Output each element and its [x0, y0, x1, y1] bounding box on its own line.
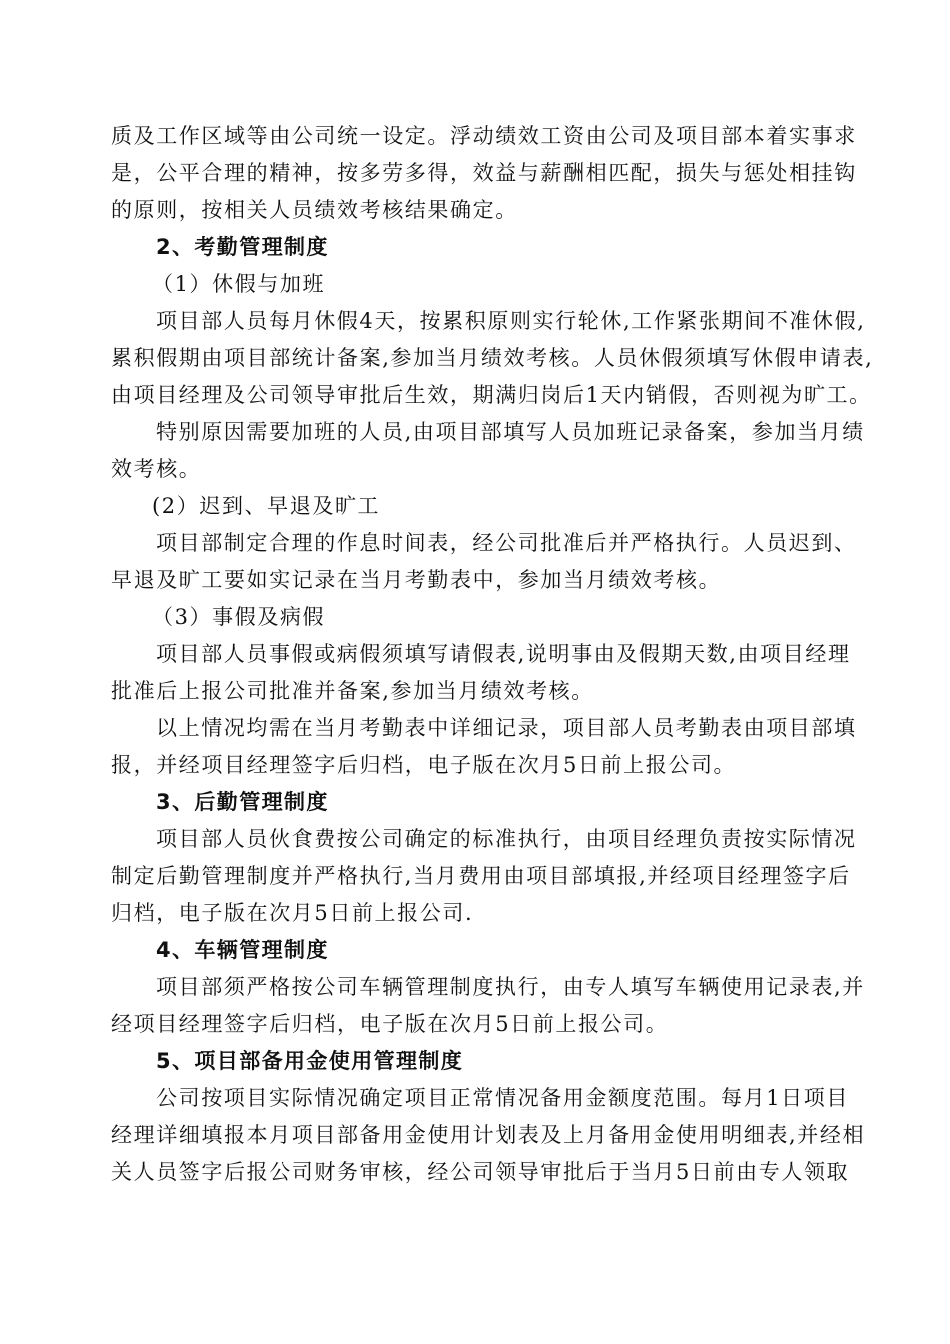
- paragraph-line: 报，并经项目经理签字后归档，电子版在次月5日前上报公司。: [111, 753, 737, 777]
- paragraph-line: 效考核。: [111, 457, 202, 481]
- paragraph-line: 项目部须严格按公司车辆管理制度执行，由专人填写车辆使用记录表,并: [156, 975, 865, 999]
- paragraph-line: 经项目经理签字后归档，电子版在次月5日前上报公司。: [111, 1012, 669, 1036]
- paragraph-line: 质及工作区域等由公司统一设定。浮动绩效工资由公司及项目部本着实事求: [111, 124, 857, 148]
- paragraph-line: 特别原因需要加班的人员,由项目部填写人员加班记录备案，参加当月绩: [156, 420, 865, 444]
- section-heading: 5、项目部备用金使用管理制度: [156, 1049, 464, 1073]
- paragraph-line: 是，公平合理的精神，按多劳多得，效益与薪酬相匹配，损失与惩处相挂钩: [111, 161, 857, 185]
- paragraph-line: 制定后勤管理制度并严格执行,当月费用由项目部填报,并经项目经理签字后: [111, 864, 851, 888]
- paragraph-line: 公司按项目实际情况确定项目正常情况备用金额度范围。每月1日项目: [156, 1086, 849, 1110]
- paragraph-line: 累积假期由项目部统计备案,参加当月绩效考核。人员休假须填写休假申请表,: [111, 346, 874, 370]
- paragraph-line: 项目部人员事假或病假须填写请假表,说明事由及假期天数,由项目经理: [156, 642, 851, 666]
- section-heading: 4、车辆管理制度: [156, 938, 329, 962]
- paragraph-line: 关人员签字后报公司财务审核，经公司领导审批后于当月5日前由专人领取: [111, 1160, 850, 1184]
- paragraph-line: 项目部制定合理的作息时间表，经公司批准后并严格执行。人员迟到、: [156, 531, 857, 555]
- paragraph-line: 由项目经理及公司领导审批后生效，期满归岗后1天内销假，否则视为旷工。: [111, 383, 872, 407]
- paragraph-line: 批准后上报公司批准并备案,参加当月绩效考核。: [111, 679, 594, 703]
- paragraph-line: 早退及旷工要如实记录在当月考勤表中，参加当月绩效考核。: [111, 568, 722, 592]
- paragraph-line: 的原则，按相关人员绩效考核结果确定。: [111, 198, 518, 222]
- subsection-heading: （1）休假与加班: [152, 272, 326, 296]
- subsection-heading: (2）迟到、早退及旷工: [152, 494, 381, 518]
- section-heading: 3、后勤管理制度: [156, 790, 329, 814]
- section-heading: 2、考勤管理制度: [156, 235, 329, 259]
- paragraph-line: 项目部人员每月休假4天，按累积原则实行轮休,工作紧张期间不准休假,: [156, 309, 866, 333]
- subsection-heading: （3）事假及病假: [152, 605, 326, 629]
- paragraph-line: 经理详细填报本月项目部备用金使用计划表及上月备用金使用明细表,并经相: [111, 1123, 866, 1147]
- paragraph-line: 项目部人员伙食费按公司确定的标准执行，由项目经理负责按实际情况: [156, 827, 857, 851]
- paragraph-line: 以上情况均需在当月考勤表中详细记录，项目部人员考勤表由项目部填: [156, 716, 857, 740]
- paragraph-line: 归档，电子版在次月5日前上报公司.: [111, 901, 474, 925]
